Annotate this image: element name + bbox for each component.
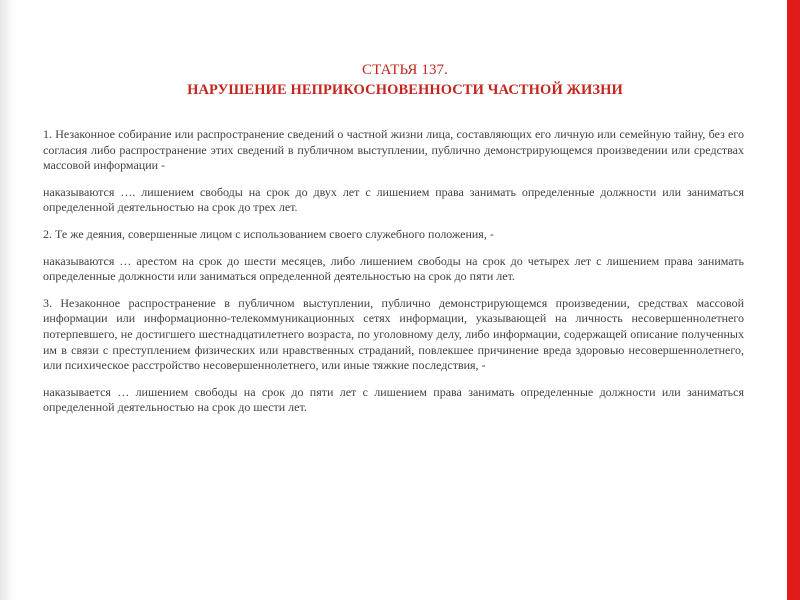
paragraph-penalty-2: наказываются … арестом на срок до шести месяцев, либо лишением свободы на срок до четырех лет с лишением права занимать определенные должности или заниматься определенной деятельностью на срок до пяти лет. [43, 253, 744, 284]
paragraph-part-2: 2. Те же деяния, совершенные лицом с использованием своего служебного положения, - [43, 226, 494, 241]
paragraph-part-3: 3. Незаконное распространение в публичном выступлении, публично демонстрирующемся произведении, средствах массовой информации или информационно-телекоммуникационных сетях информации, указывающей на личность несовершеннолетнего потерпевшего, не достигшего шестнадцатилетнего возраста, по уголовному делу, либо информации, содержащей описание полученных им в связи с преступлением физических или нравственных страданий, повлекшее причинение вреда здоровью несовершеннолетнего, или психическое расстройство несовершеннолетнего, или иные тяжкие последствия, - [43, 295, 744, 373]
article-body [43, 127, 744, 427]
slide-title [40, 60, 770, 100]
right-accent-bar [787, 0, 800, 600]
article-heading: НАРУШЕНИЕ НЕПРИКОСНОВЕННОСТИ ЧАСТНОЙ ЖИЗНИ [187, 82, 623, 98]
paragraph-penalty-3: наказывается … лишением свободы на срок до пяти лет с лишением права занимать определенные должности или заниматься определенной деятельностью на срок до шести лет. [43, 384, 744, 415]
article-number: СТАТЬЯ 137. [361, 62, 449, 78]
paragraph-penalty-1: наказываются …. лишением свободы на срок до двух лет с лишением права занимать определенные должности или заниматься определенной деятельностью на срок до трех лет. [43, 184, 744, 215]
left-shadow-strip [0, 0, 14, 600]
paragraph-part-1: 1. Незаконное собирание или распространение сведений о частной жизни лица, составляющих его личную или семейную тайну, без его согласия либо распространение этих сведений в публичном выступлении, публично демонстрирующемся произведении или средствах массовой информации - [43, 127, 744, 173]
